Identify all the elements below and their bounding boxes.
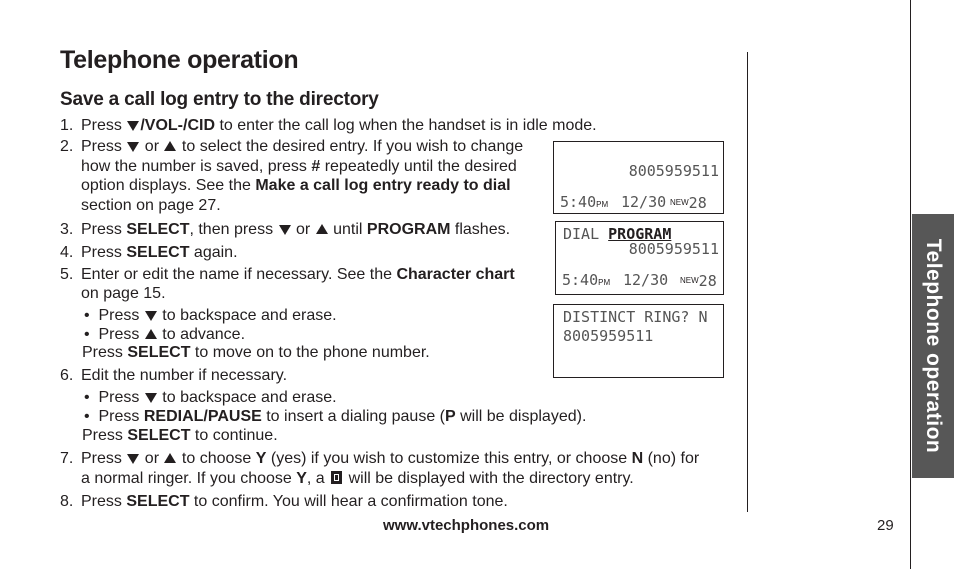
bullet-item: • Press to advance. bbox=[84, 326, 246, 343]
lcd-new-count: $^{NEW}$28 bbox=[670, 194, 707, 212]
step-2-line-4: section on page 27. bbox=[81, 197, 221, 214]
step-6-follow: Press SELECT to continue. bbox=[82, 427, 278, 444]
lcd-date: 12/30 bbox=[623, 271, 669, 289]
side-margin-line bbox=[910, 0, 911, 569]
bullet-item: • Press to backspace and erase. bbox=[84, 389, 337, 406]
step-4: Press SELECT again. bbox=[81, 244, 238, 261]
lcd-time: 5:40PM bbox=[562, 271, 611, 289]
side-tab-label: Telephone operation bbox=[922, 238, 945, 454]
down-arrow-icon bbox=[127, 142, 139, 152]
step-number: 5. bbox=[60, 266, 74, 283]
step-number: 1. bbox=[60, 117, 74, 134]
step-number: 3. bbox=[60, 221, 74, 238]
step-number: 8. bbox=[60, 493, 74, 510]
lcd-program-flashing: PROGRAM bbox=[608, 225, 672, 243]
up-arrow-icon bbox=[145, 329, 157, 339]
step-number: 4. bbox=[60, 244, 74, 261]
lcd-new-count: $^{NEW}$28 bbox=[680, 272, 717, 290]
lcd-number: 8005959511 bbox=[628, 240, 719, 258]
lcd-screen-call-log bbox=[553, 141, 724, 214]
step-number: 6. bbox=[60, 367, 74, 384]
bullet-item: • Press REDIAL/PAUSE to insert a dialing pause (P will be displayed). bbox=[84, 408, 587, 425]
lcd-ring-prompt: DISTINCT RING? N bbox=[563, 308, 708, 326]
step-2-line-2: how the number is saved, press # repeatedly until the desired bbox=[81, 158, 517, 175]
distinctive-ring-icon bbox=[331, 471, 342, 484]
down-arrow-icon bbox=[279, 225, 291, 235]
step-8: Press SELECT to confirm. You will hear a confirmation tone. bbox=[81, 493, 508, 510]
footer-url: www.vtechphones.com bbox=[383, 517, 550, 534]
cross-reference-link: Character chart bbox=[396, 266, 515, 283]
down-arrow-icon bbox=[127, 121, 139, 131]
lcd-number: 8005959511 bbox=[628, 162, 719, 180]
bullet-item: • Press to backspace and erase. bbox=[84, 307, 337, 324]
column-divider bbox=[747, 52, 748, 512]
page-title: Telephone operation bbox=[60, 46, 299, 74]
step-5-line-1: Enter or edit the name if necessary. See the Character chart bbox=[81, 266, 515, 283]
lcd-screen-distinct-ring bbox=[553, 304, 724, 378]
step-7-line-1: Press or to choose Y (yes) if you wish to customize this entry, or choose N (no) for bbox=[81, 450, 700, 467]
step-number: 2. bbox=[60, 138, 74, 155]
step-5-follow: Press SELECT to move on to the phone number. bbox=[82, 344, 430, 361]
up-arrow-icon bbox=[316, 224, 328, 234]
step-3: Press SELECT, then press or until PROGRAM flashes. bbox=[81, 221, 511, 238]
lcd-date: 12/30 bbox=[621, 193, 667, 211]
down-arrow-icon bbox=[127, 454, 139, 464]
lcd-time: 5:40PM bbox=[560, 193, 609, 211]
step-6: Edit the number if necessary. bbox=[81, 367, 288, 384]
page-number: 29 bbox=[877, 517, 894, 534]
step-2-line-3: option displays. See the Make a call log entry ready to dial bbox=[81, 177, 511, 194]
section-heading: Save a call log entry to the directory bbox=[60, 89, 379, 110]
lcd-screen-program bbox=[555, 221, 724, 295]
cross-reference-link: Make a call log entry ready to dial bbox=[255, 177, 511, 194]
step-1: Press /VOL-/CID to enter the call log when the handset is in idle mode. bbox=[81, 117, 597, 134]
lcd-number: 8005959511 bbox=[563, 327, 654, 345]
step-number: 7. bbox=[60, 450, 74, 467]
step-2-line-1: Press or to select the desired entry. If you wish to change bbox=[81, 138, 524, 155]
down-arrow-icon bbox=[145, 311, 157, 321]
lcd-dial-program: DIAL PROGRAM bbox=[563, 225, 672, 243]
step-5-line-2: on page 15. bbox=[81, 285, 166, 302]
down-arrow-icon bbox=[145, 393, 157, 403]
up-arrow-icon bbox=[164, 141, 176, 151]
step-7-line-2: a normal ringer. If you choose Y, a will be displayed with the directory entry. bbox=[81, 470, 634, 487]
up-arrow-icon bbox=[164, 453, 176, 463]
